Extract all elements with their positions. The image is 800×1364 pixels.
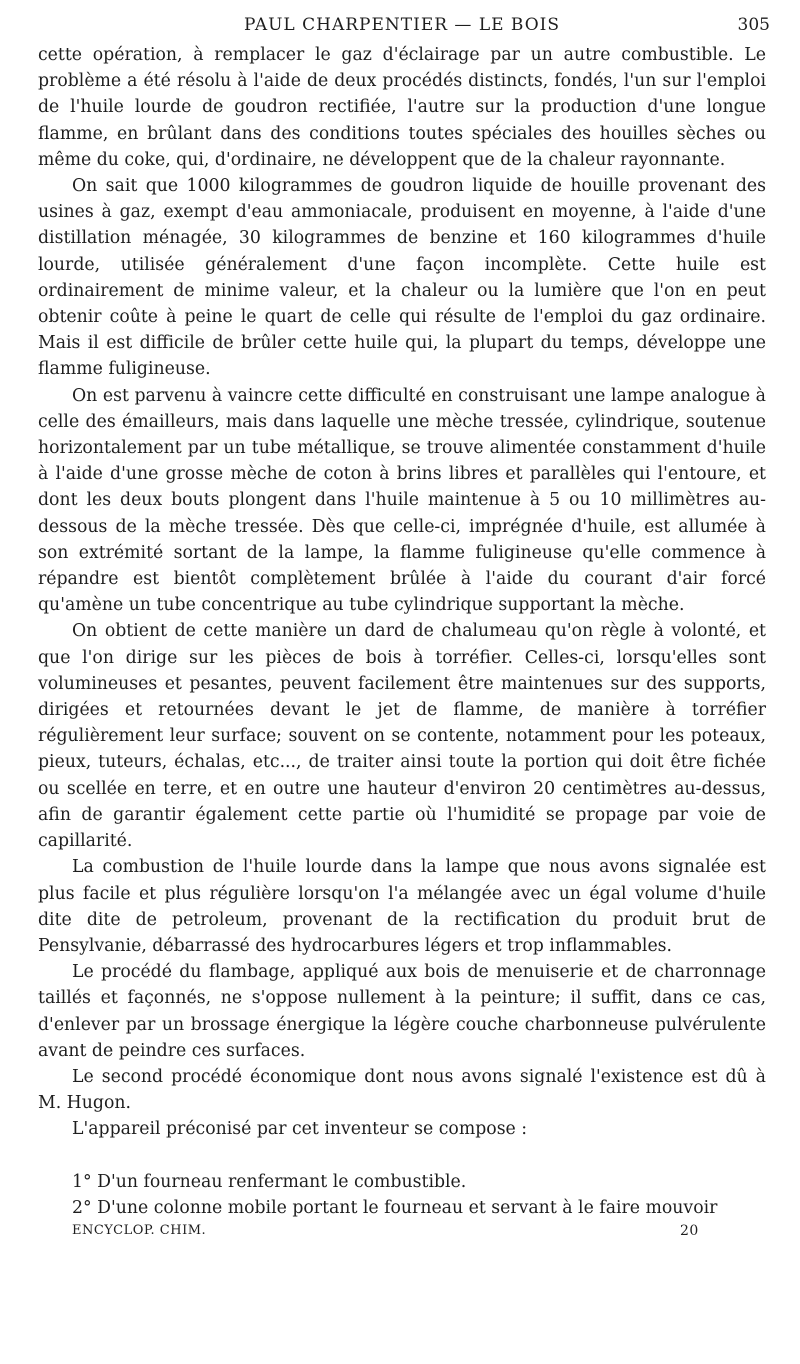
paragraph: cette opération, à remplacer le gaz d'éclairage par un autre combustible. Le problème a été résolu à l'aide de deux procédés distincts, fondés, l'un sur l'emploi de l'huile lourde de goudron rectifiée, l'autre sur la production d'une longue flamme, en brûlant dans des conditions toutes spéciales des houilles sèches ou même du coke, qui, d'ordinaire, ne développent que de la chaleur rayonnante. xyxy=(38,45,766,170)
paragraph: On obtient de cette manière un dard de chalumeau qu'on règle à volonté, et que l'on dirige sur les pièces de bois à torréfier. Celles-ci, lorsqu'elles sont volumineuses et pesantes, peuvent facilement être maintenues sur des supports, dirigées et retournées devant le jet de flamme, de manière à torréfier régulièrement leur surface; souvent on se contente, notamment pour les poteaux, pieux, tuteurs, échalas, etc..., de traiter ainsi toute la portion qui doit être fichée ou scellée en terre, et en outre une hauteur d'environ 20 centimètres au-dessus, afin de garantir également cette partie où l'humidité se propage par voie de capillarité. xyxy=(38,621,766,852)
paragraph: Le second procédé économique dont nous avons signalé l'existence est dû à M. Hugon. xyxy=(38,1066,766,1114)
paragraph: On sait que 1000 kilogrammes de goudron liquide de houille provenant des usines à gaz, exempt d'eau ammoniacale, produisent en moyenne, à l'aide d'une distillation ménagée, 30 kilogrammes de benzine et 160 kilogrammes d'huile lourde, utilisée généralement d'une façon incomplète. Cette huile est ordinairement de minime valeur, et la chaleur ou la lumière que l'on en peut obtenir coûte à peine le quart de celle qui résulte de l'emploi du gaz ordinaire. Mais il est difficile de brûler cette huile qui, la plupart du temps, développe une flamme fuligineuse. xyxy=(38,176,766,380)
running-title: PAUL CHARPENTIER — LE BOIS xyxy=(243,15,561,35)
signature-number: 20 xyxy=(680,1222,699,1239)
page-number: 305 xyxy=(737,15,770,35)
signature-label: ENCYCLOP. CHIM. xyxy=(72,1222,207,1238)
enumerated-list xyxy=(38,1169,766,1221)
paragraph: Le procédé du flambage, appliqué aux bois de menuiserie et de charronnage taillés et façonnés, ne s'oppose nullement à la peinture; il suffit, dans ce cas, d'enlever par un brossage énergique la légère couche charbonneuse pulvérulente avant de peindre ces surfaces. xyxy=(38,962,766,1061)
list-item: 2° D'une colonne mobile portant le fourneau et servant à le faire mouvoir xyxy=(72,1197,718,1218)
running-header xyxy=(38,8,770,42)
paragraph: L'appareil préconisé par cet inventeur se compose : xyxy=(72,1119,528,1140)
paragraph: On est parvenu à vaincre cette difficulté en construisant une lampe analogue à celle des émailleurs, mais dans laquelle une mèche tressée, cylindrique, soutenue horizontalement par un tube métallique, se trouve alimentée constamment d'huile à l'aide d'une grosse mèche de coton à brins libres et parallèles qui l'entoure, et dont les deux bouts plongent dans l'huile maintenue à 5 ou 10 millimètres au-dessous de la mèche tressée. Dès que celle-ci, imprégnée d'huile, est allumée à son extrémité sortant de la lampe, la flamme fuligineuse qu'elle commence à répandre est bientôt complètement brûlée à l'aide du courant d'air forcé qu'amène un tube concentrique au tube cylindrique supportant la mèche. xyxy=(38,385,766,616)
list-item: 1° D'un fourneau renfermant le combustible. xyxy=(72,1171,467,1192)
body-text xyxy=(38,42,766,1221)
footer-signature xyxy=(38,1223,766,1243)
page xyxy=(38,8,770,1243)
paragraph: La combustion de l'huile lourde dans la lampe que nous avons signalée est plus facile et plus régulière lorsqu'on l'a mélangée avec un égal volume d'huile dite dite de petroleum, provenant de la rectification du produit brut de Pensylvanie, débarrassé des hydrocarbures légers et trop inflammables. xyxy=(38,857,766,956)
